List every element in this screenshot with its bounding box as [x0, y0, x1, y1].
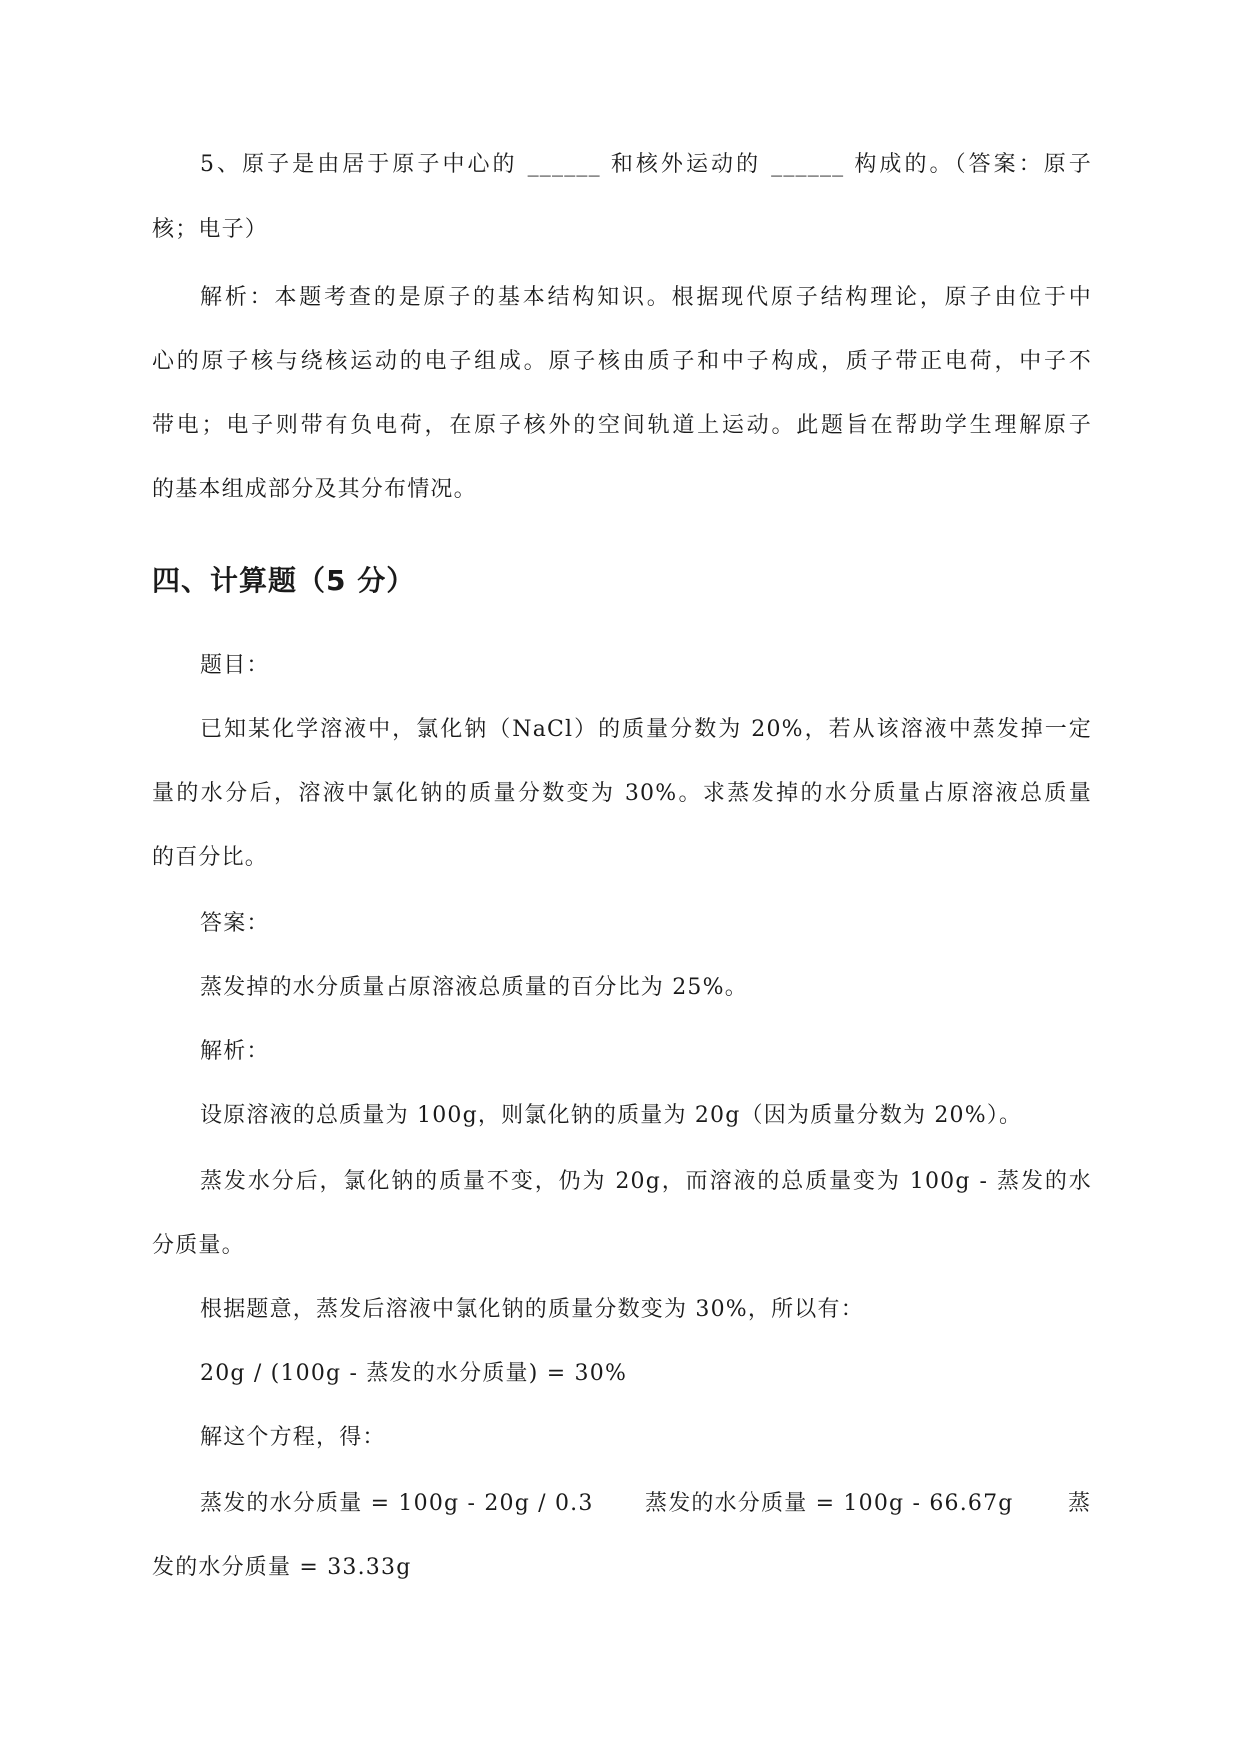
analysis-line-2: 蒸发水分后，氯化钠的质量不变，仍为 20g，而溶液的总质量变为 100g - 蒸发的水: [200, 1169, 1092, 1194]
section-heading: 四、计算题（5 分）: [152, 564, 416, 597]
solve-label: 解这个方程，得：: [200, 1425, 386, 1450]
question-line-2: 量的水分后，溶液中氯化钠的质量分数变为 30%。求蒸发掉的水分质量占原溶液总质量: [152, 781, 1092, 806]
solution-step-3-end: 发的水分质量 = 33.33g: [152, 1555, 412, 1580]
q5-analysis-line-4: 的基本组成部分及其分布情况。: [152, 477, 477, 502]
q5-analysis-line-1: 解析：本题考查的是原子的基本结构知识。根据现代原子结构理论，原子由位于中: [200, 285, 1092, 310]
equation: 20g / (100g - 蒸发的水分质量) = 30%: [200, 1361, 628, 1386]
analysis-line-3: 分质量。: [152, 1233, 245, 1258]
answer-label: 答案：: [200, 911, 270, 936]
question-label: 题目：: [200, 653, 270, 678]
q5-line-2: 核；电子）: [152, 217, 269, 242]
answer-text: 蒸发掉的水分质量占原溶液总质量的百分比为 25%。: [200, 975, 748, 1000]
q5-line-1: 5、原子是由居于原子中心的 ______ 和核外运动的 ______ 构成的。（答案：原子: [200, 152, 1092, 177]
solution-steps-row: [200, 1489, 1092, 1519]
question-line-1: 已知某化学溶液中，氯化钠（NaCl）的质量分数为 20%，若从该溶液中蒸发掉一定: [200, 717, 1092, 742]
analysis-line-4: 根据题意，蒸发后溶液中氯化钠的质量分数变为 30%，所以有：: [200, 1297, 864, 1322]
q5-analysis-line-3: 带电；电子则带有负电荷，在原子核外的空间轨道上运动。此题旨在帮助学生理解原子: [152, 413, 1092, 438]
analysis-label: 解析：: [200, 1039, 270, 1064]
q5-analysis-line-2: 心的原子核与绕核运动的电子组成。原子核由质子和中子构成，质子带正电荷，中子不: [152, 349, 1092, 374]
solution-step-2: 蒸发的水分质量 = 100g - 66.67g: [645, 1491, 1014, 1516]
analysis-line-1: 设原溶液的总质量为 100g，则氯化钠的质量为 20g（因为质量分数为 20%）。: [200, 1103, 1023, 1128]
question-line-3: 的百分比。: [152, 845, 269, 870]
solution-step-1: 蒸发的水分质量 = 100g - 20g / 0.3: [200, 1491, 594, 1516]
solution-step-3-start: 蒸: [1068, 1491, 1092, 1516]
